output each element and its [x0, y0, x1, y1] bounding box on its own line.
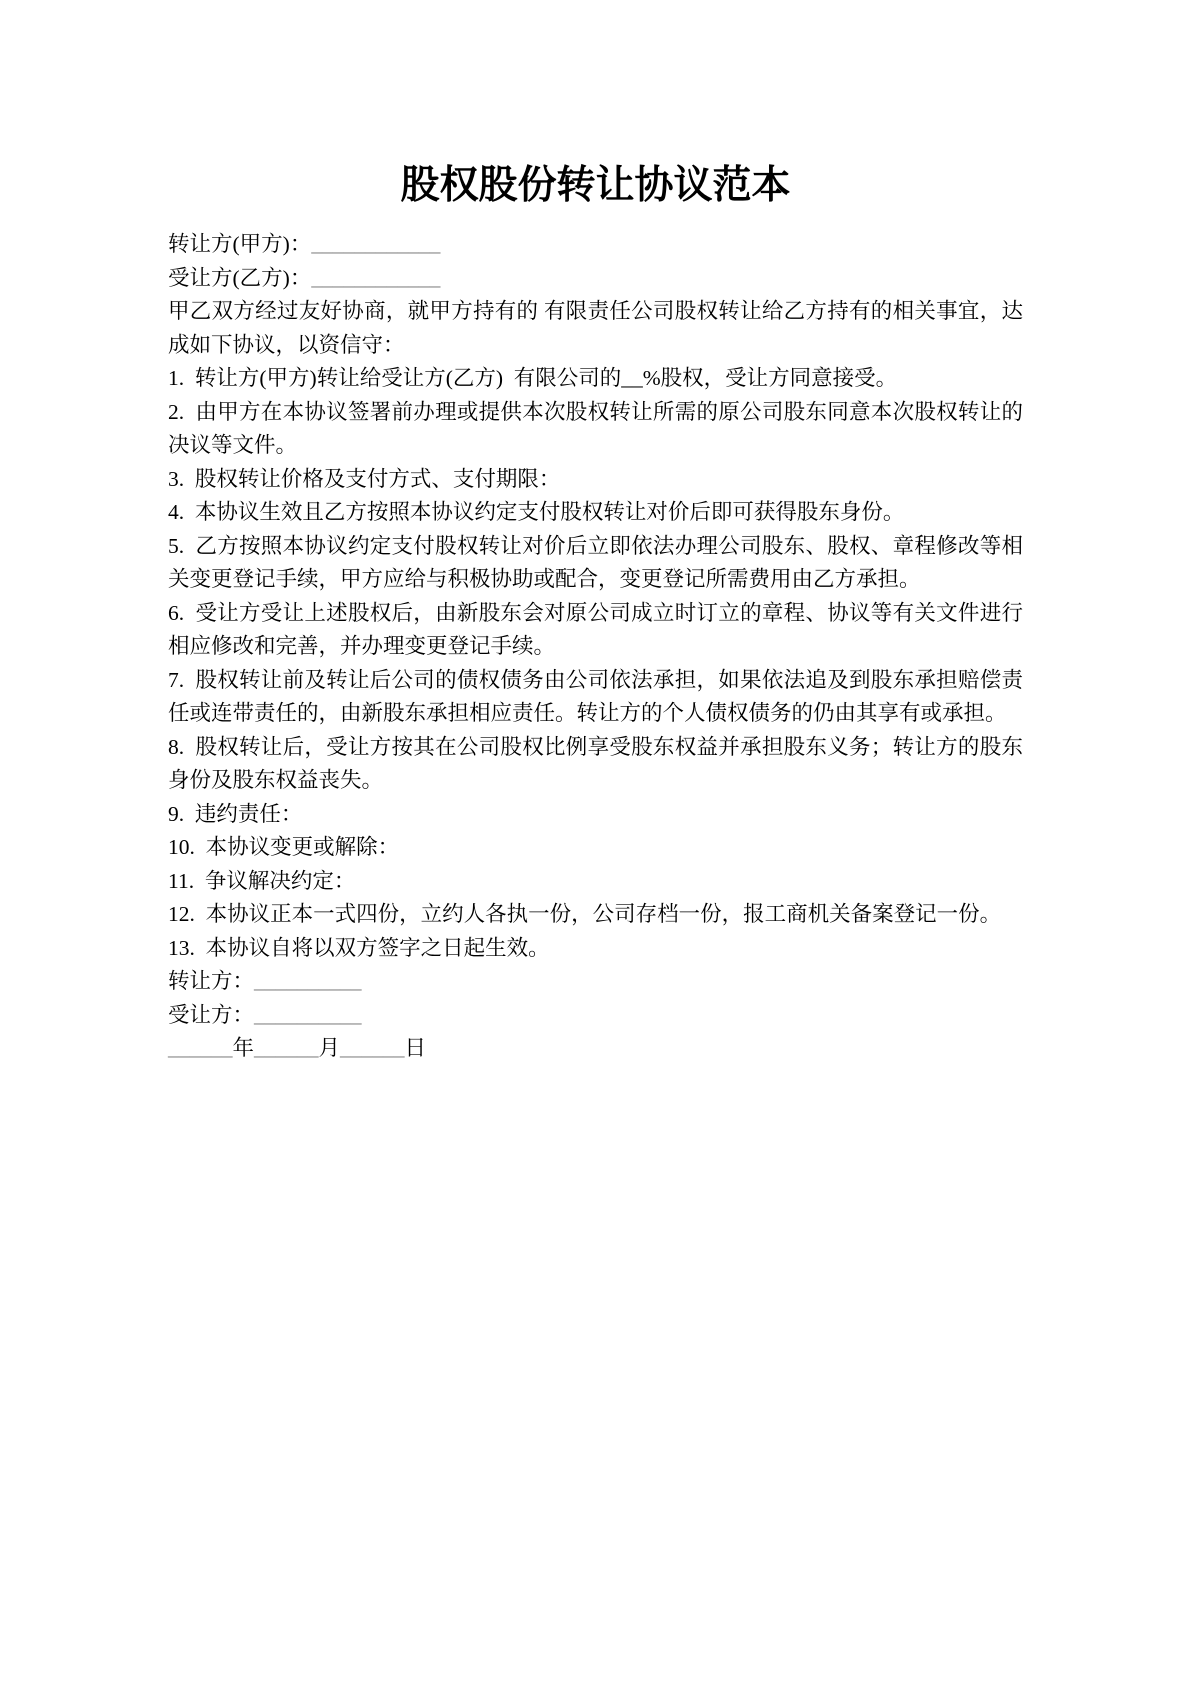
clause-12: 12. 本协议正本一式四份，立约人各执一份，公司存档一份，报工商机关备案登记一份。 [168, 902, 1002, 926]
party-b-blank: ____________ [311, 265, 441, 290]
clause-10: 10. 本协议变更或解除： [168, 835, 400, 859]
date-line [168, 1032, 1023, 1066]
clause-2: 2. 由甲方在本协议签署前办理或提供本次股权转让所需的原公司股东同意本次股权转让的决议等文件。 [168, 399, 1023, 457]
clause-13: 13. 本协议自将以双方签字之日起生效。 [168, 935, 550, 960]
clause-7: 7. 股权转让前及转让后公司的债权债务由公司依法承担，如果依法追及到股东承担赔偿责任或连带责任的，由新股东承担相应责任。转让方的个人债权债务的仍由其享有或承担。 [168, 667, 1023, 725]
signature-party-a-blank: __________ [254, 969, 362, 993]
document-content [168, 163, 1023, 1066]
document-title: 股权股份转让协议范本 [400, 164, 791, 207]
clause-4: 4. 本协议生效且乙方按照本协议约定支付股权转让对价后即可获得股东身份。 [168, 500, 905, 524]
clause-5: 5. 乙方按照本协议约定支付股权转让对价后立即依法办理公司股东、股权、章程修改等相关变更登记手续，甲方应给与积极协助或配合，变更登记所需费用由乙方承担。 [168, 533, 1023, 591]
clause-1: 1. 转让方(甲方)转让给受让方(乙方) 有限公司的__%股权，受让方同意接受。 [168, 366, 898, 390]
signature-party-a-label: 转让方： [168, 969, 255, 993]
clause-8: 8. 股权转让后，受让方按其在公司股权比例享受股东权益并承担股东义务；转让方的股东身份及股东权益丧失。 [168, 734, 1023, 792]
clause-3: 3. 股权转让价格及支付方式、支付期限： [168, 466, 561, 491]
date-day-blank: ______ [340, 1036, 405, 1060]
signature-party-b-line [168, 999, 1023, 1033]
intro-paragraph: 甲乙双方经过友好协商，就甲方持有的 有限责任公司股权转让给乙方持有的相关事宜，达成如下协议，以资信守： [168, 299, 1023, 357]
date-year-label: 年 [232, 1036, 255, 1060]
signature-party-b-label: 受让方： [168, 1002, 255, 1027]
party-b-line [168, 262, 1023, 296]
signature-party-b-blank: __________ [254, 1002, 362, 1027]
signature-party-a-line [168, 965, 1023, 999]
date-month-label: 月 [318, 1036, 341, 1060]
party-b-label: 受让方(乙方)： [168, 265, 312, 290]
date-day-label: 日 [404, 1036, 427, 1060]
party-a-blank: ____________ [311, 232, 441, 256]
date-month-blank: ______ [254, 1036, 319, 1060]
date-year-blank: ______ [168, 1036, 233, 1060]
clause-6: 6. 受让方受让上述股权后，由新股东会对原公司成立时订立的章程、协议等有关文件进行相应修改和完善，并办理变更登记手续。 [168, 600, 1023, 658]
clause-11: 11. 争议解决约定： [168, 868, 356, 893]
clause-9: 9. 违约责任： [168, 801, 303, 826]
party-a-label: 转让方(甲方)： [168, 232, 312, 256]
party-a-line [168, 228, 1023, 262]
